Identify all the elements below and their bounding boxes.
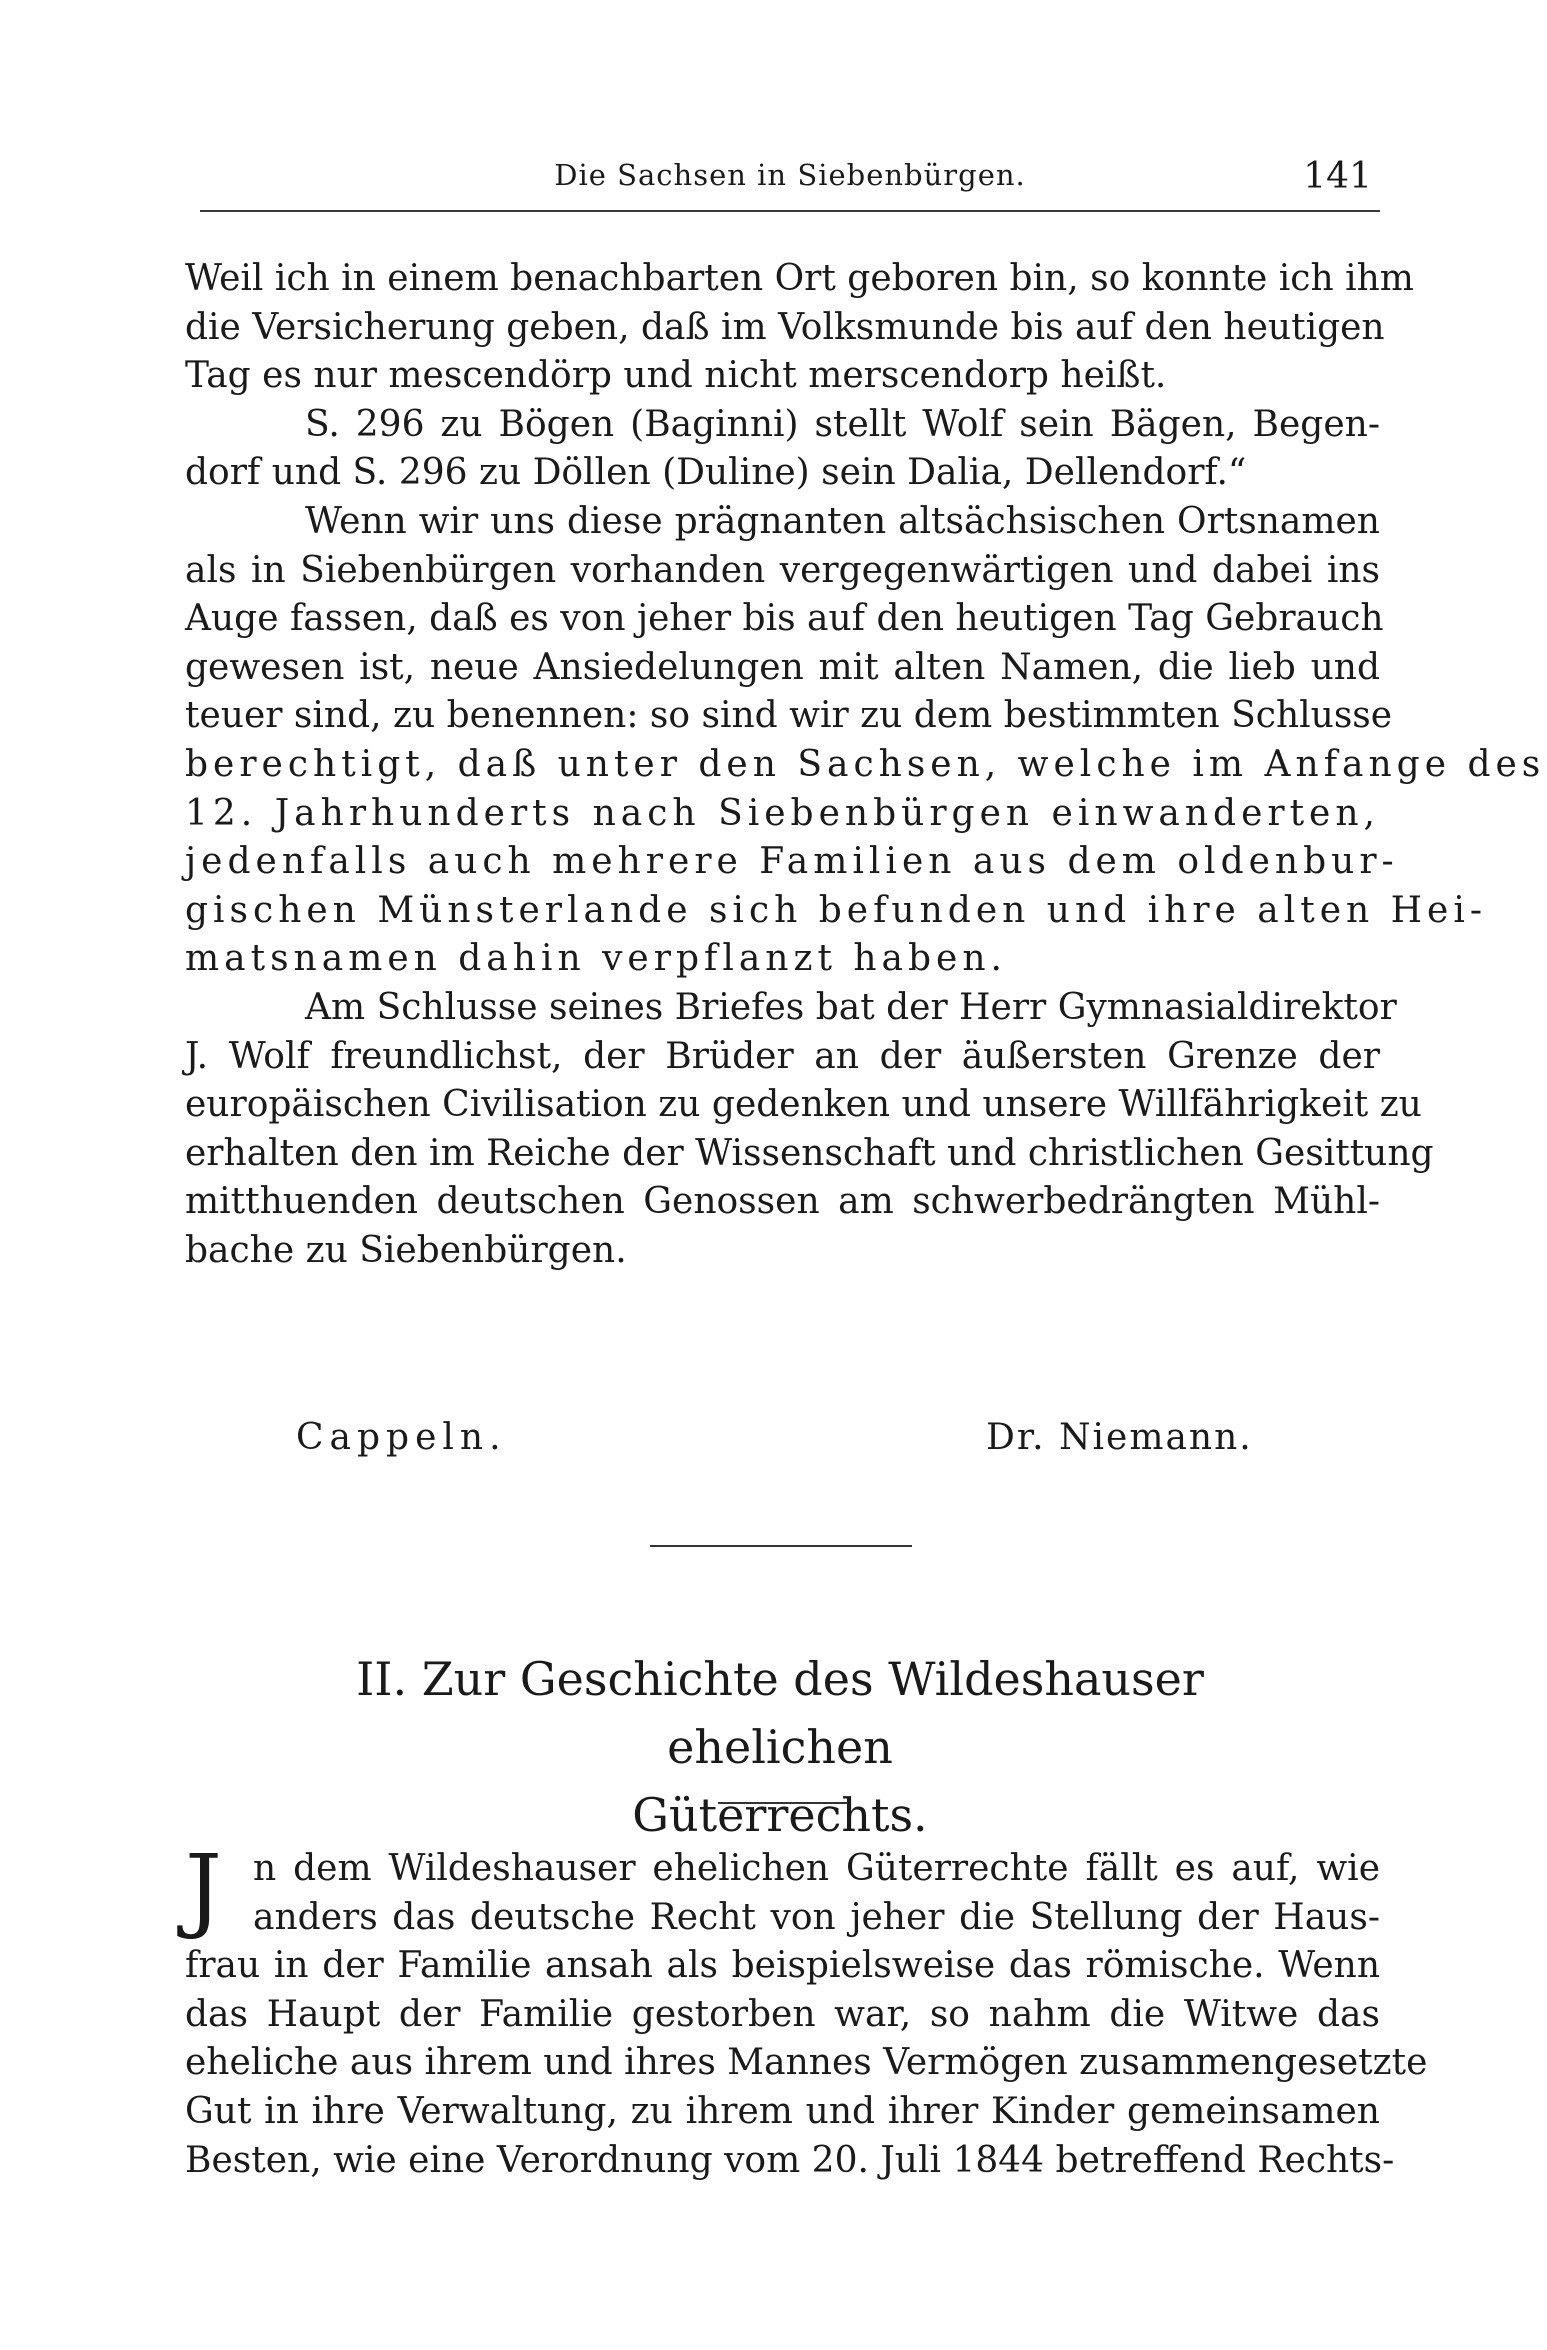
section-heading-line: Güterrechts. (632, 1788, 928, 1842)
signature-author: Dr. Niemann. (986, 1417, 1253, 1458)
section-divider (650, 1545, 912, 1547)
text-line: eheliche aus ihrem und ihres Mannes Vermögen zusammengesetzte (185, 2042, 1428, 2084)
text-line: gischen Münsterlande sich befunden und ihre alten Hei- (185, 889, 1488, 931)
text-line: anders das deutsche Recht von jeher die Stellung der Haus- (253, 1896, 1380, 1938)
text-line: Gut in ihre Verwaltung, zu ihrem und ihrer Kinder gemeinsamen (185, 2090, 1380, 2132)
signature-row (296, 1417, 1296, 1467)
drop-cap: J (185, 1835, 222, 1942)
text-line: berechtigt, daß unter den Sachsen, welche im Anfange des (185, 743, 1546, 785)
page-header (200, 150, 1380, 212)
text-line: gewesen ist, neue Ansiedelungen mit alten Namen, die lieb und (185, 646, 1380, 688)
text-line: Tag es nur mescendörp und nicht merscendorp heißt. (185, 355, 1167, 397)
text-line: das Haupt der Familie gestorben war, so nahm die Witwe das (185, 1993, 1380, 2035)
page-number: 141 (1303, 156, 1372, 197)
text-line: bache zu Siebenbürgen. (185, 1229, 627, 1271)
section-heading-line: II. Zur Geschichte des Wildeshauser ehelichen (356, 1652, 1204, 1774)
section-text (185, 1835, 1428, 2185)
text-line: J. Wolf freundlichst, der Brüder an der äußersten Grenze der (185, 1035, 1380, 1077)
text-line: dorf und S. 296 zu Döllen (Duline) sein Dalia, Dellendorf.“ (185, 452, 1247, 494)
running-title: Die Sachsen in Siebenbürgen. (554, 158, 1026, 192)
text-line: Weil ich in einem benachbarten Ort geboren bin, so konnte ich ihm (185, 258, 1414, 299)
text-line: mitthuenden deutschen Genossen am schwerbedrängten Mühl- (185, 1181, 1380, 1223)
text-line: n dem Wildeshauser ehelichen Güterrechte fällt es auf, wie (253, 1848, 1380, 1889)
section-heading (280, 1645, 1280, 1849)
text-line: teuer sind, zu benennen: so sind wir zu dem bestimmten Schlusse (185, 695, 1393, 737)
text-line: S. 296 zu Bögen (Baginni) stellt Wolf sein Bägen, Begen- (305, 403, 1380, 445)
text-line: 12. Jahrhunderts nach Siebenbürgen einwanderten, (185, 792, 1380, 834)
text-line: Auge fassen, daß es von jeher bis auf den heutigen Tag Gebrauch (185, 598, 1384, 640)
heading-rule (718, 1802, 848, 1804)
signature-place: Cappeln. (296, 1417, 507, 1458)
text-line: frau in der Familie ansah als beispielsweise das römische. Wenn (185, 1945, 1380, 1987)
text-line: europäischen Civilisation zu gedenken und unsere Willfährigkeit zu (185, 1084, 1422, 1126)
text-line: Am Schlusse seines Briefes bat der Herr Gymnasialdirektor (305, 986, 1397, 1028)
text-line: erhalten den im Reiche der Wissenschaft und christlichen Gesittung (185, 1132, 1434, 1174)
text-line: als in Siebenbürgen vorhanden vergegenwärtigen und dabei ins (185, 549, 1380, 591)
text-line: Besten, wie eine Verordnung vom 20. Juli 1844 betreffend Rechts- (185, 2139, 1395, 2181)
main-text (185, 255, 1546, 1275)
text-line: Wenn wir uns diese prägnanten altsächsischen Ortsnamen (305, 500, 1380, 542)
text-line: die Versicherung geben, daß im Volksmunde bis auf den heutigen (185, 306, 1385, 348)
text-line: jedenfalls auch mehrere Familien aus dem oldenbur- (185, 841, 1399, 883)
text-line: matsnamen dahin verpflanzt haben. (185, 938, 1007, 980)
